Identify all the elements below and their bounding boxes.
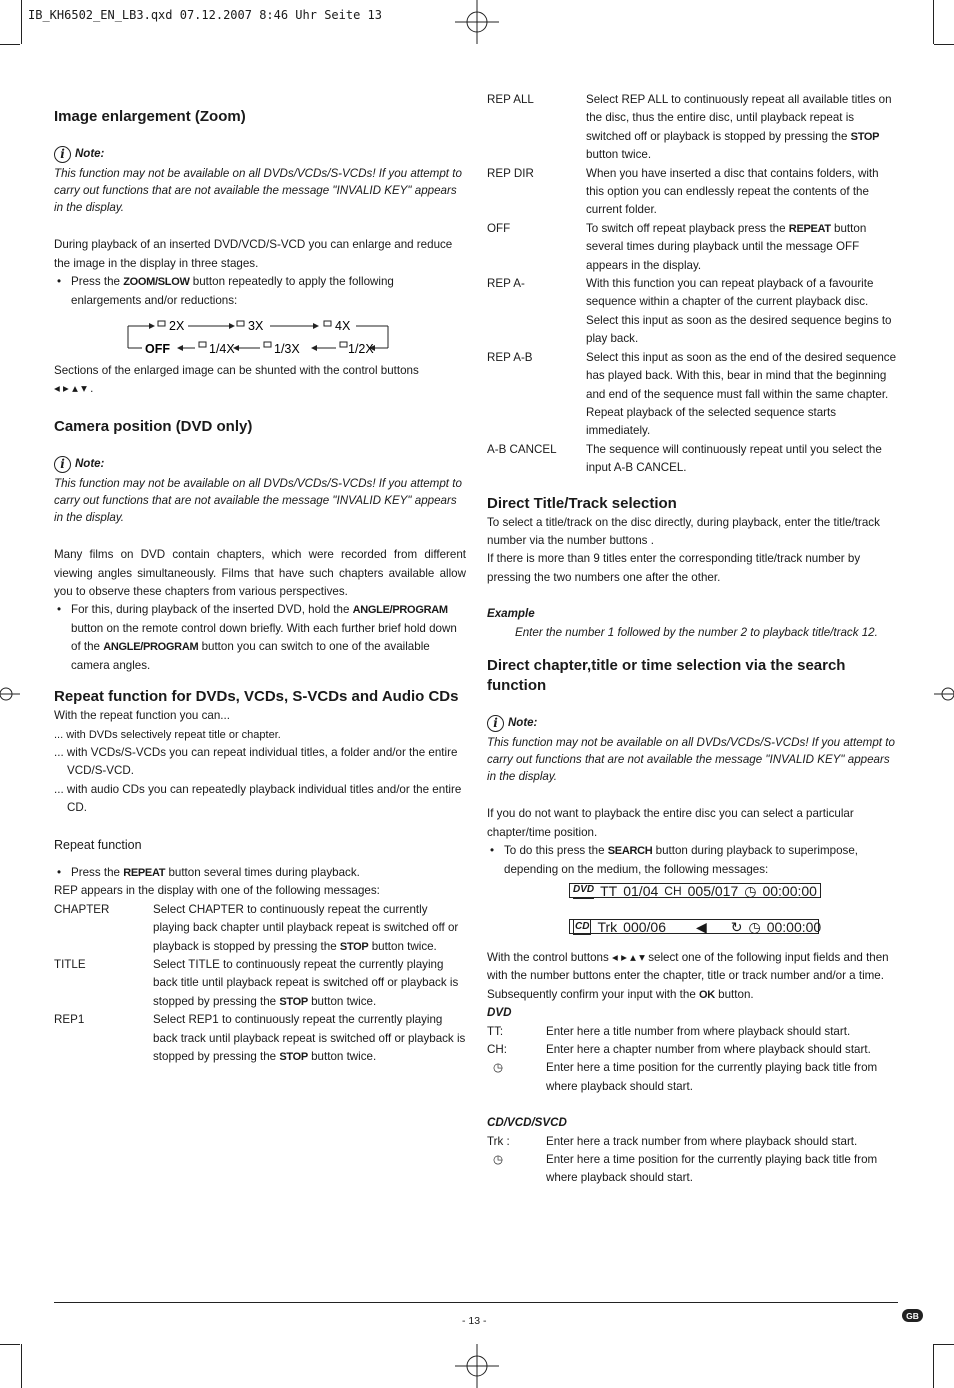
zoom-quarter: 1/4X — [209, 342, 235, 357]
field-definition-row — [487, 1023, 899, 1041]
camera-heading: Camera position (DVD only) — [54, 417, 253, 435]
camera-note — [54, 455, 466, 473]
repeat-icon: ↻ — [730, 918, 743, 935]
repeat-bullet: • Press the REPEAT button several times during playback. — [54, 864, 466, 882]
field-term: CH: — [487, 1043, 507, 1057]
definition-text: To switch off repeat playback press the REPEAT button several times during playback until the message OFF appears in the display. — [586, 221, 867, 272]
crop-mark — [933, 1344, 934, 1388]
repeat-item: ... with audio CDs you can repeatedly playback individual titles and/or the entire CD. — [54, 782, 462, 815]
speaker-icon: ◀ — [695, 918, 707, 935]
search-note — [487, 714, 899, 732]
definition-term: A-B CANCEL — [487, 442, 557, 456]
clock-icon: ◷ — [493, 1061, 504, 1075]
definition-row — [54, 901, 466, 956]
definition-term: CHAPTER — [54, 902, 110, 916]
repeat-intro: With the repeat function you can... — [54, 709, 230, 723]
field-description: Enter here a title number from where playback should start. — [546, 1024, 851, 1038]
definition-row — [487, 349, 899, 441]
definition-term: REP1 — [54, 1013, 85, 1027]
crop-mark — [0, 1344, 20, 1345]
file-slug: IB_KH6502_EN_LB3.qxd 07.12.2007 8:46 Uhr Seite 13 — [28, 8, 383, 22]
dvd-label: DVD — [487, 1006, 512, 1020]
definition-term: REP A- — [487, 277, 525, 291]
search-bullet: • To do this press the SEARCH button during playback to superimpose, depending on the medium, the following messages: — [487, 842, 899, 879]
search-p2: With the control buttons ◂ ▸ ▴ ▾ select one of the following input fields and then with the number buttons enter the chapter, title or track number and/or a time. — [487, 951, 889, 983]
field-description: Enter here a time position for the currently playing back title from where playback should start. — [546, 1061, 878, 1093]
repeat-definitions-right — [487, 91, 899, 478]
direct-p2: If there is more than 9 titles enter the corresponding title/track number by pressing the two numbers one after the other. — [487, 552, 861, 584]
repeat-subtitle: Repeat function — [54, 837, 142, 852]
shunt-text: Sections of the enlarged image can be shunted with the control buttons ◂ ▸ ▴ ▾ . — [54, 364, 419, 396]
definition-row — [487, 165, 899, 220]
definition-text: When you have inserted a disc that contains folders, with this option you can endlessly repeat the contents of the current folder. — [586, 166, 879, 217]
crop-mark — [934, 1344, 954, 1345]
zoom-third: 1/3X — [274, 342, 300, 357]
field-definition-row — [487, 1151, 899, 1188]
zoom-2x: 2X — [169, 319, 185, 334]
footer-rule — [54, 1302, 898, 1303]
search-displays — [487, 879, 899, 941]
definition-term: TITLE — [54, 957, 86, 971]
info-icon: i — [54, 146, 71, 163]
rep-line: REP appears in the display with one of the following messages: — [54, 884, 380, 898]
definition-text: Select TITLE to continuously repeat the currently playing back title until playback repeat is switched off or playback is stopped by pressing the STOP button twice. — [153, 957, 459, 1008]
example-label: Example — [487, 607, 535, 621]
zoom-3x: 3X — [248, 319, 264, 334]
definition-row — [487, 441, 899, 478]
cd-field-definitions — [487, 1133, 899, 1188]
note-text: This function may not be available on all DVDs/VCDs/S-VCDs! If you attempt to carry out functions that are not available the message "INVALID KEY" appears in the display. — [487, 736, 895, 784]
crop-mark — [21, 1344, 22, 1388]
field-description: Enter here a time position for the currently playing back title from where playback should start. — [546, 1153, 878, 1185]
field-term: TT: — [487, 1024, 504, 1038]
registration-mark — [0, 682, 20, 706]
repeat-heading: Repeat function for DVDs, VCDs, S-VCDs and Audio CDs — [54, 688, 459, 706]
registration-mark — [455, 1344, 499, 1388]
example-text: Enter the number 1 followed by the number 2 to playback title/track 12. — [515, 625, 878, 639]
info-icon: i — [487, 715, 504, 732]
zoom-heading: Image enlargement (Zoom) — [54, 108, 246, 125]
direct-p1: To select a title/track on the disc directly, during playback, enter the title/track number via the number buttons . — [487, 515, 880, 547]
zoom-half: 1/2X — [348, 342, 374, 357]
right-column — [487, 91, 899, 1188]
search-p3: Subsequently confirm your input with the OK button. — [487, 987, 754, 1001]
note-text: This function may not be available on all DVDs/VCDs/S-VCDs! If you attempt to carry out functions that are not available the message "INVALID KEY" appears in the display. — [54, 477, 462, 525]
definition-text: Select CHAPTER to continuously repeat the currently playing back chapter until playback repeat is switched off or playback is stopped by pressing the STOP button twice. — [153, 902, 459, 953]
zoom-bullet: • Press the ZOOM/SLOW button repeatedly to apply the following enlargements and/or reductions: — [54, 273, 466, 310]
field-definition-row — [487, 1041, 899, 1059]
repeat-definitions-left — [54, 901, 466, 1067]
definition-row — [54, 1011, 466, 1066]
note-text: This function may not be available on all DVDs/VCDs/S-VCDs! If you attempt to carry out functions that are not available the message "INVALID KEY" appears in the display. — [54, 167, 462, 215]
dvd-logo: DVD — [573, 883, 594, 899]
definition-text: Select this input as soon as the end of the desired sequence has played back. With this, bear in mind that the beginning and end of the sequence must fall within the same chapter. Repeat playback of the selected sequence starts immediately. — [586, 350, 897, 438]
zoom-off: OFF — [145, 342, 170, 357]
definition-row — [54, 956, 466, 1011]
search-p1: If you do not want to playback the entire disc you can select a particular chapter/time position. — [487, 807, 854, 839]
info-icon: i — [54, 456, 71, 473]
language-badge: GB — [902, 1309, 923, 1322]
zoom-slow-button-ref: ZOOM/SLOW — [123, 276, 190, 289]
definition-row — [487, 91, 899, 165]
arrow-buttons-icon: ◂ ▸ ▴ ▾ — [612, 951, 645, 964]
definition-text: The sequence will continuously repeat until you select the input A-B CANCEL. — [586, 442, 882, 475]
clock-icon: ◷ — [748, 918, 761, 935]
field-definition-row — [487, 1133, 899, 1151]
repeat-item: ... with VCDs/S-VCDs you can repeat individual titles, a folder and/or the entire VCD/S-VCD. — [54, 745, 458, 778]
definition-text: With this function you can repeat playback of a favourite sequence within a chapter of the current playback disc. Select this input as soon as the desired sequence begins to play back. — [586, 277, 892, 346]
repeat-item: ... with DVDs selectively repeat title or chapter. — [54, 728, 281, 741]
clock-icon: ◷ — [493, 1153, 504, 1167]
crop-mark — [21, 0, 22, 44]
dvd-search-display: DVD TT 01/04 CH 005/017 ◷ 00:00:00 — [569, 883, 821, 898]
arrow-buttons-icon: ◂ ▸ ▴ ▾ . — [54, 382, 94, 396]
definition-term: REP ALL — [487, 93, 534, 106]
note-label: Note: — [75, 457, 105, 470]
field-description: Enter here a track number from where playback should start. — [546, 1134, 858, 1148]
definition-term: OFF — [487, 221, 511, 235]
note-label: Note: — [75, 148, 105, 160]
field-description: Enter here a chapter number from where playback should start. — [546, 1043, 871, 1057]
definition-row — [487, 275, 899, 349]
camera-intro: Many films on DVD contain chapters, which were recorded from different viewing angles simultaneously. Films that have such chapters available allow you to observe these chapters from various perspectives. — [54, 548, 466, 599]
zoom-stage-diagram — [54, 314, 466, 360]
dvd-field-definitions — [487, 1023, 899, 1097]
zoom-intro: During playback of an inserted DVD/VCD/S-VCD you can enlarge and reduce the image in the display in three stages. — [54, 238, 453, 270]
note-label: Note: — [508, 716, 538, 729]
search-heading: Direct chapter,title or time selection via the search function — [487, 656, 846, 694]
crop-mark — [0, 44, 20, 45]
clock-icon: ◷ — [744, 882, 757, 899]
page-number: - 13 - — [462, 1315, 487, 1327]
registration-mark — [455, 0, 499, 44]
crop-mark — [933, 0, 934, 44]
definition-term: REP DIR — [487, 166, 534, 180]
definition-text: Select REP ALL to continuously repeat all available titles on the disc, thus the entire disc, until playback repeat is switched off or playback is stopped by pressing the STOP button twice. — [586, 93, 892, 162]
registration-mark — [934, 682, 954, 706]
zoom-note — [54, 145, 466, 163]
zoom-4x: 4X — [335, 319, 351, 334]
left-column — [54, 107, 466, 1066]
cd-search-display: CD Trk 000/06 ◀ ↻ ◷ 00:00:00 — [569, 919, 819, 934]
direct-heading: Direct Title/Track selection — [487, 494, 677, 512]
definition-text: Select REP1 to continuously repeat the currently playing back track until playback repeat is switched off or playback is stopped by pressing the STOP button twice. — [153, 1013, 466, 1063]
cd-label: CD/VCD/SVCD — [487, 1116, 567, 1130]
camera-bullet: • For this, during playback of the inserted DVD, hold the ANGLE/PROGRAM button on the remote control down briefly. With each further brief hold down of the ANGLE/PROGRAM button you can switch to one of the available camera angles. — [54, 601, 466, 675]
field-definition-row — [487, 1059, 899, 1096]
cd-logo: CD — [573, 919, 591, 935]
definition-term: REP A-B — [487, 350, 533, 364]
crop-mark — [934, 44, 954, 45]
field-term: Trk : — [487, 1134, 510, 1148]
definition-row — [487, 220, 899, 275]
